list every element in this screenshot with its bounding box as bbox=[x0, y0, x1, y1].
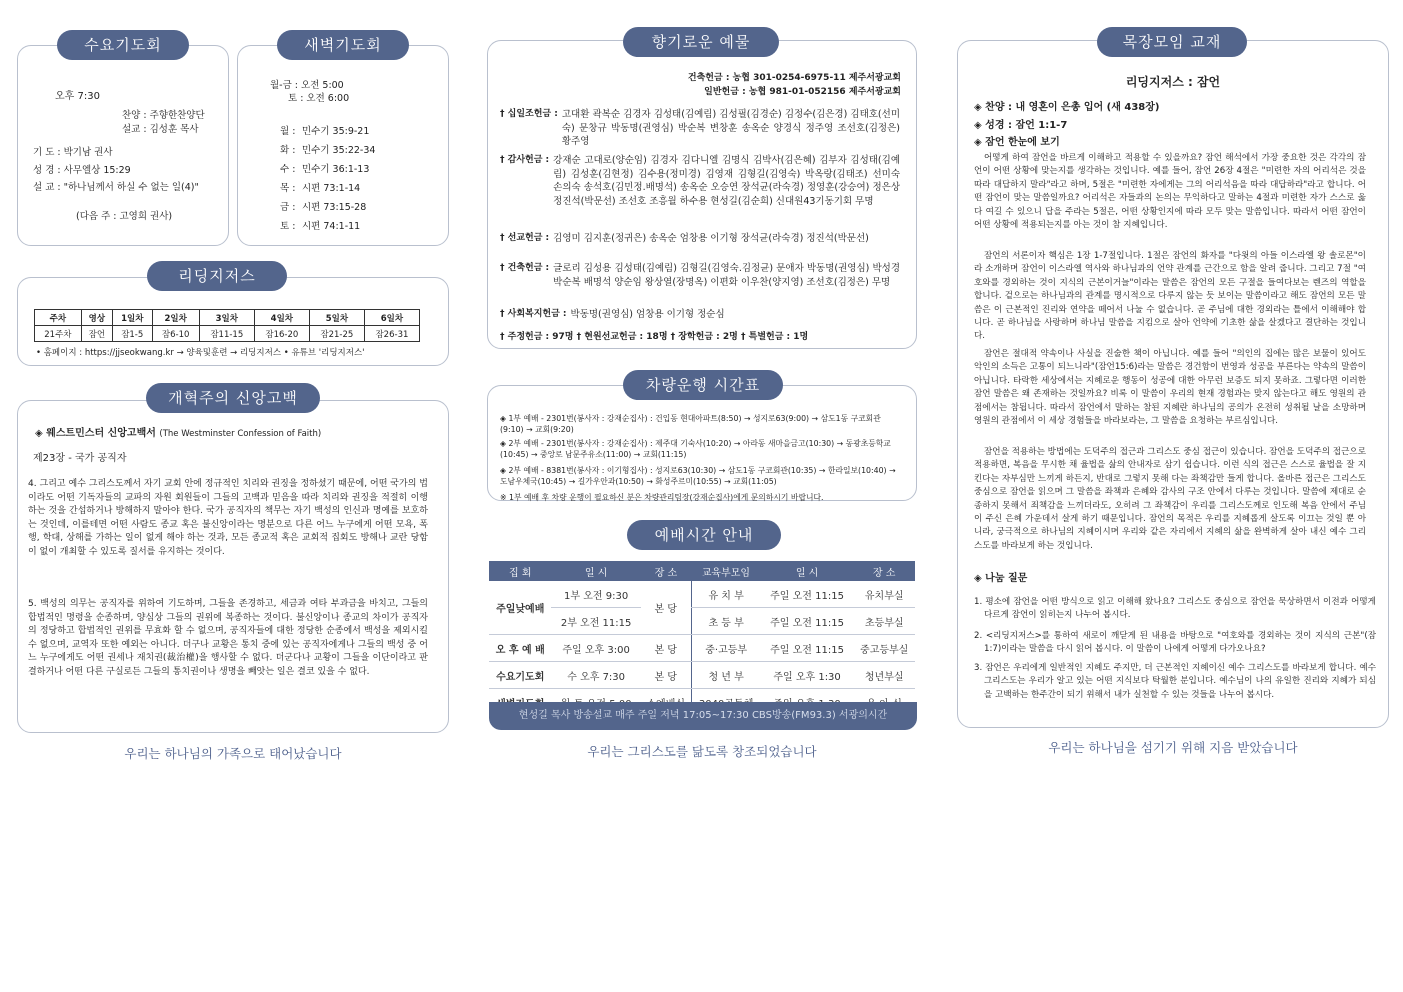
reading-header-cell: 주차 bbox=[35, 310, 82, 326]
edu-time: 주일 오전 11:15 bbox=[761, 635, 854, 662]
dawn-day-label: 월 : bbox=[280, 126, 296, 137]
reading-header-cell: 4일차 bbox=[254, 310, 309, 326]
dawn-day-scripture: 시편 73:15-28 bbox=[302, 202, 367, 213]
confession-box bbox=[17, 400, 449, 733]
reading-header-cell: 2일차 bbox=[152, 310, 199, 326]
dawn-day-label: 금 : bbox=[280, 202, 296, 213]
study-paragraph: 잠언의 서론이자 핵심은 1장 1-7절입니다. 1절은 잠언의 화자를 "다윗의 아들 이스라엘 왕 솔로몬"이라 소개하며 잠언이 이스라엘 역사와 하나님과의 언약 관계를 근간으로 함을 알려 줍니다. 그리고 7절 "여호와를 경외하는 것이 지식의 근본이거늘"이라는 말씀은 잠언의 모든 구절을 들여다보는 렌즈의 역할을 합니다. 겉으로는 하나님과의 관계를 명시적으로 다루지 않는 듯 보이는 말씀이라고 해도 잠언의 모든 말씀은 이 근본적인 진리와 연약을 떼어서 나눌 수 없습니다. 곧 주님에 대한 경외라는 틀에서 이해해야 합니다. 곧 하나님을 사랑하며 하나님 말씀을 지킴으로 살아 언약에 기초한 삶을 살겠다고 결단하는 것입니다. bbox=[974, 251, 1366, 342]
service-header-cell: 장 소 bbox=[853, 561, 915, 581]
reading-cell: 21주차 bbox=[35, 326, 82, 342]
dawn-day-label: 수 : bbox=[280, 164, 296, 175]
service-name: 주일낮예배 bbox=[489, 581, 551, 635]
col3-footer: 우리는 하나님을 섬기기 위해 지음 받았습니다 bbox=[1048, 740, 1298, 755]
confession-title: 개혁주의 신앙고백 bbox=[146, 383, 320, 413]
service-name: 오 후 예 배 bbox=[489, 635, 551, 662]
offering-item-names: 김영미 김지훈(정귀은) 송옥순 엄창용 이기형 장석균(라숙경) 정진석(박문선) bbox=[553, 233, 869, 244]
study-paragraph: 잠언은 절대적 약속이나 사실을 진술한 책이 아닙니다. 예를 들어 "의인의 집에는 많은 보물이 있어도 악인의 소득은 고통이 되느니라"(잠언15:6)라는 말씀은 경건함이 번영과 성공을 부른다는 약속의 말씀이 아닙니다. 타락한 세상에서는 지혜로운 행동이 성공에 대한 아무런 보증도 되지 못하죠. 그렇다면 이러한 잠언 말씀은 왜 존재하는 것일까요? 비록 이 말씀이 우리의 현재 경험과는 맞지 않는다고 해도 영원의 관점에서는 참됩니다. 따라서 잠언에서 말하는 참된 지혜란 하나님의 공의가 온전히 성취될 날을 소망하며 영원의 관점에서 이 세상 경험들을 바라보라는, 그 말씀을 요청하는 부르심입니다. bbox=[974, 349, 1366, 427]
offering-account-building: 건축헌금 : 농협 301-0254-6975-11 제주서광교회 bbox=[687, 73, 901, 83]
reading-header-cell: 6일차 bbox=[364, 310, 419, 326]
offering-item-label: † 십일조헌금 : bbox=[500, 109, 558, 119]
reading-cell: 잠1-5 bbox=[112, 326, 152, 342]
vehicle-route: ◈ 2부 예배 - 2301번(봉사자 : 강재순집사) : 제주대 기숙사(10:20) → 아라동 새마을금고(10:30) → 동광초등학교(10:45) → 중앙로 남문주유소(11:00) → 교회(11:15) bbox=[500, 439, 891, 459]
offering-item-label: † 감사헌금 : bbox=[500, 155, 550, 165]
dawn-day-scripture: 민수기 35:9-21 bbox=[302, 126, 370, 137]
study-paragraph: 어떻게 하여 잠언을 바르게 이해하고 적용할 수 있을까요? 잠언 해석에서 가장 중요한 것은 각각의 잠언이 어떤 상황에 맞는지를 생각하는 것입니다. 예를 들어, 잠언 26장 4절은 "미련한 자의 어리석은 것을 따라 대답하지 말라"라고 하며, 5절은 "미련한 자에게는 그의 어리석음을 따라 대답하라"라고 합니다. 어떤 잠언이 맞는 말씀일까요? 어리석은 자들과의 논의는 무익하다고 말하는 4절과 미련한 자가 스스로 옳다 여길 수 있으니 답을 주라는 5절은, 어떤 상황인지에 따라 모두 맞는 말씀입니다. 따라서 어떤 잠언이 어떤 상황에 적용되는지를 아는 것이 참 지혜입니다. bbox=[974, 153, 1366, 231]
edu-name: 청 년 부 bbox=[691, 662, 761, 689]
offering-item-names: 박동명(권영심) 엄창용 이기형 정순심 bbox=[570, 309, 725, 320]
service-header-cell: 교육부모임 bbox=[691, 561, 761, 581]
offering-title: 향기로운 예물 bbox=[623, 27, 779, 57]
service-time: 수 오후 7:30 bbox=[551, 662, 640, 689]
service-time: 1부 오전 9:30 bbox=[551, 581, 640, 608]
wed-prayer-leader: 기 도 : 박기남 권사 bbox=[33, 147, 113, 158]
edu-time: 주일 오전 11:15 bbox=[761, 608, 854, 635]
dawn-time-sat: 토 : 오전 6:00 bbox=[288, 93, 350, 104]
edu-name: 중·고등부 bbox=[691, 635, 761, 662]
col2-footer: 우리는 그리스도를 닮도록 창조되었습니다 bbox=[587, 744, 817, 759]
service-row bbox=[489, 635, 915, 662]
reading-cell: 잠11-15 bbox=[199, 326, 254, 342]
vehicle-route: ◈ 1부 예배 - 2301번(봉사자 : 강재순집사) : 건입동 현대아파트(8:50) → 성지로63(9:00) → 삼도1동 구코회관(9:10) → 교회(9:20) bbox=[500, 414, 881, 434]
reading-cell: 잠16-20 bbox=[254, 326, 309, 342]
wed-message: 설 교 : "하나님께서 하실 수 없는 일(4)" bbox=[33, 182, 199, 193]
vehicle-title: 차량운행 시간표 bbox=[623, 370, 783, 400]
confession-article-5: 5. 백성의 의무는 공직자를 위하여 기도하며, 그들을 존경하고, 세금과 여타 부과금을 바치고, 그들의 합법적인 명령을 순종하며, 양심상 그들의 권위에 복종하는 것이다. 불신앙이나 종교의 차이가 공직자의 정당하고 합법적인 권위를 무효화 할 수 없으며, 공직자들에 대한 정당한 순종에서 백성을 제외시킬 수 없으며, 교역자 또한 예외는 아니다. 더구나 교황은 통치 중에 있는 공직자에게나 그들의 백성 중 어느 누구에게도 어떤 권세나 재치권(裁治權)을 행사할 수 없다. 더군다나 교황이 그들을 이단이라고 판결하거나 어떤 다른 구실로든 그들의 통치권이나 생명을 빼앗는 일은 결코 있을 수 없다. bbox=[28, 599, 428, 677]
reading-header-cell: 5일차 bbox=[309, 310, 364, 326]
wed-next: (다음 주 : 고영희 권사) bbox=[76, 211, 173, 222]
offering-summary: † 주정헌금 : 97명 † 현원선교헌금 : 18명 † 장학헌금 : 2명 † 특별헌금 : 1명 bbox=[500, 332, 809, 342]
reading-cell: 잠언 bbox=[81, 326, 112, 342]
dawn-time-weekday: 월-금 : 오전 5:00 bbox=[270, 80, 344, 91]
edu-time: 주일 오후 1:30 bbox=[761, 662, 854, 689]
dawn-day-label: 토 : bbox=[280, 221, 296, 232]
wed-scripture: 성 경 : 사무엘상 15:29 bbox=[33, 165, 131, 176]
dawn-day-label: 화 : bbox=[280, 145, 296, 156]
dawn-prayer-title: 새벽기도회 bbox=[277, 30, 409, 60]
reading-header-cell: 영상 bbox=[81, 310, 112, 326]
study-subtitle: 리딩지저스 : 잠언 bbox=[1125, 75, 1221, 89]
service-header-cell: 집 회 bbox=[489, 561, 551, 581]
service-header-cell: 일 시 bbox=[551, 561, 640, 581]
offering-item-names: 고대환 곽복순 김경자 김성태(김예림) 김성필(김경순) 김정수(김은경) 김태호(선미숙) 문창규 박동명(권영심) 박순복 변창훈 송옥순 양경식 정주영 조선호(김정은) 황주영 bbox=[561, 109, 900, 147]
reading-table-row bbox=[35, 326, 420, 342]
edu-time: 주일 오전 11:15 bbox=[761, 581, 854, 608]
service-name: 수요기도회 bbox=[489, 662, 551, 689]
offering-item bbox=[500, 262, 900, 289]
service-table bbox=[489, 561, 915, 716]
reading-header-cell: 1일차 bbox=[112, 310, 152, 326]
service-time: 2부 오전 11:15 bbox=[551, 608, 640, 635]
edu-place: 청년부실 bbox=[853, 662, 915, 689]
service-broadcast: 현성길 목사 방송설교 매주 주일 저녁 17:05~17:30 CBS방송(FM93.3) 서광의시간 bbox=[518, 710, 888, 721]
dawn-day-scripture: 민수기 36:1-13 bbox=[302, 164, 370, 175]
service-header-cell: 일 시 bbox=[761, 561, 854, 581]
study-share-heading: ◈ 나눔 질문 bbox=[974, 573, 1028, 584]
study-question: 2. <리딩지저스>를 통하여 새로이 깨닫게 된 내용을 바탕으로 "여호와를 경외하는 것이 지식의 근본"(잠1:7)이라는 말씀을 다시 읽어 봅시다. 이 말씀이 나에게 어떻게 다가오나요? bbox=[974, 631, 1376, 655]
study-paragraph: 잠언을 적용하는 방법에는 도덕주의 접근과 그리스도 중심 접근이 있습니다. 잠언을 도덕주의 접근으로 적용하면, 복음을 무시한 채 율법을 삶의 안내자로 삼기 쉽습니다. 이런 식의 접근은 스스로 율법을 잘 지킨다는 자부심만 느끼게 하든지, 반대로 그렇지 못해 다는 좌책감만 들게 합니다. 올바른 접근은 그리스도 중심으로 잠언을 읽으며 그 말씀을 좌책과 은혜와 감사의 구조 안에서 다루는 것입니다. 말씀에 제대로 순종하지 못해서 죄책감을 느끼더라도, 오히려 그 좌책감이 우리를 그리스도께로 인도해 복음 안에서 주님이 주신 은혜 가운데서 살게 하기 때문입니다. 잠언의 목적은 우리를 지혜롭게 살도록 이끄는 것일 뿐 아니라, 궁극적으로 하나님의 지혜이시며 우리와 같은 자리에서 지혜의 삶을 완벽하게 살아 내신 예수 그리스도를 바라보게 하는 것입니다. bbox=[974, 447, 1366, 551]
confession-article-4: 4. 그리고 예수 그리스도께서 자기 교회 안에 정규적인 치리와 권징을 정하셨기 때문에, 어떤 국가의 법이라도 어떤 기독자들의 교파의 자원 회원들이 그들의 고백과 믿음을 따라 치리와 권징을 적절히 이행하는 것을 간섭하거나 방해하지 말아야 한다. 국가 공직자의 책무는 자기 백성의 인신과 명예를 보호하는 것인데, 이를테면 어떤 사람도 종교 혹은 불신앙이라는 명분으로 다른 어느 누구에게 어떤 모욕, 폭행, 학대, 상해를 가하는 일이 없게 해야 하는 것과, 모든 종교적 혹은 교회적 집회도 방해나 교란 당함이 없이 개최할 수 있도록 질서를 유지하는 것이다. bbox=[28, 479, 428, 557]
study-praise: ◈ 찬양 : 내 영혼이 은총 입어 (새 438장) bbox=[974, 102, 1160, 113]
edu-place: 중고등부실 bbox=[853, 635, 915, 662]
offering-item-label: † 선교헌금 : bbox=[500, 233, 550, 243]
confession-name-en: (The Westminster Confession of Faith) bbox=[159, 429, 322, 439]
confession-name bbox=[35, 427, 321, 441]
wed-prayer-title: 수요기도회 bbox=[57, 30, 189, 60]
confession-name-ko: ◈ 웨스트민스터 신앙고백서 bbox=[35, 428, 156, 439]
vehicle-route: ◈ 2부 예배 - 8381번(봉사자 : 이기형집사) : 성지로63(10:30) → 삼도1동 구코회관(10:35) → 한라일보(10:40) → 도남우체국(10:45) → 길가우안과(10:50) → 화성주르미(10:55) → 교회(11:05) bbox=[500, 466, 896, 486]
service-table-header bbox=[489, 561, 915, 581]
edu-place: 초등부실 bbox=[853, 608, 915, 635]
dawn-day-scripture: 민수기 35:22-34 bbox=[302, 145, 376, 156]
dawn-day-scripture: 시편 74:1-11 bbox=[302, 221, 361, 232]
study-question: 3. 잠언은 우리에게 일반적인 지혜도 주지만, 더 근본적인 지혜이신 예수 그리스도를 바라보게 합니다. 예수 그리스도는 우리가 알고 있는 어떤 지식보다 탁월한 분입니다. 예수님이 나의 유일한 진리와 지혜가 되심을 고백하는 한주간이 되기 위해서 내가 실천할 수 있는 것들을 나누어 봅시다. bbox=[974, 663, 1376, 700]
service-row bbox=[489, 662, 915, 689]
reading-cell: 잠26-31 bbox=[364, 326, 419, 342]
confession-chapter: 제23장 - 국가 공직자 bbox=[33, 453, 127, 464]
offering-item bbox=[500, 154, 900, 208]
service-place: 본 당 bbox=[641, 581, 691, 635]
study-question: 1. 평소에 잠언을 어떤 방식으로 읽고 이해해 왔나요? 그리스도 중심으로 잠언을 묵상하면서 이전과 어떻게 다르게 잠언이 읽히는지 나누어 봅시다. bbox=[974, 597, 1376, 621]
service-row bbox=[489, 581, 915, 608]
study-title: 목장모임 교재 bbox=[1097, 27, 1247, 57]
wed-time: 오후 7:30 bbox=[55, 91, 100, 102]
service-row bbox=[489, 608, 915, 635]
service-header-cell: 장 소 bbox=[641, 561, 691, 581]
reading-cell: 잠6-10 bbox=[152, 326, 199, 342]
vehicle-note: ※ 1부 예배 후 차량 운행이 필요하신 분은 차량관리팀장(강재순집사)에게 문의하시기 바랍니다. bbox=[500, 493, 824, 502]
reading-cell: 잠21-25 bbox=[309, 326, 364, 342]
study-scripture: ◈ 성경 : 잠언 1:1-7 bbox=[974, 120, 1068, 131]
reading-table-header bbox=[35, 310, 420, 326]
offering-item bbox=[500, 108, 900, 149]
offering-item-label: † 사회복지헌금 : bbox=[500, 309, 567, 319]
col1-footer: 우리는 하나님의 가족으로 태어났습니다 bbox=[124, 746, 342, 761]
reading-table bbox=[34, 309, 420, 342]
service-place: 본 당 bbox=[641, 662, 691, 689]
service-title: 예배시간 안내 bbox=[627, 520, 781, 550]
reading-title: 리딩지저스 bbox=[147, 261, 287, 291]
dawn-day-label: 목 : bbox=[280, 183, 296, 194]
wed-praise: 찬양 : 주향한찬양단 bbox=[122, 110, 205, 121]
study-glance-heading: ◈ 잠언 한눈에 보기 bbox=[974, 137, 1060, 148]
edu-name: 유 치 부 bbox=[691, 581, 761, 608]
offering-item bbox=[500, 308, 900, 322]
edu-place: 유치부실 bbox=[853, 581, 915, 608]
reading-header-cell: 3일차 bbox=[199, 310, 254, 326]
edu-name: 초 등 부 bbox=[691, 608, 761, 635]
offering-item-names: 글로리 김성용 김성태(김예림) 김형길(김영숙.김정균) 문애자 박동명(권영심) 박성경 박순복 배명석 양순임 왕상열(장명옥) 이편화 이우찬(양지영) 조선호(김정은) 무명 bbox=[553, 263, 900, 288]
wed-sermon: 설교 : 김성훈 목사 bbox=[122, 124, 199, 135]
service-place: 본 당 bbox=[641, 635, 691, 662]
offering-item-label: † 건축헌금 : bbox=[500, 263, 550, 273]
offering-account-general: 일반헌금 : 농협 981-01-052156 제주서광교회 bbox=[704, 87, 901, 97]
offering-item-names: 강재순 고대로(양순임) 김경자 김다니엘 김명식 김박사(김은혜) 김부자 김성태(김예림) 김성훈(김현정) 김수용(정미경) 김영재 김형길(김영숙) 박옥랑(김태조) 선미숙 손의숙 송석호(김민정.배명석) 송옥순 오승연 장석균(라숙경) 정영훈(강승여) 정은상 정진석(박문선) 조선호 조흥월 하수용 현성길(김순희) 신대원43기동기회 무명 bbox=[553, 155, 900, 207]
dawn-day-scripture: 시편 73:1-14 bbox=[302, 183, 361, 194]
offering-item bbox=[500, 232, 900, 246]
reading-note: • 홈페이지 : https://jjseokwang.kr → 양육및훈련 → 리딩지저스 • 유튜브 '리딩지저스' bbox=[36, 348, 365, 358]
service-time: 주일 오후 3:00 bbox=[551, 635, 640, 662]
